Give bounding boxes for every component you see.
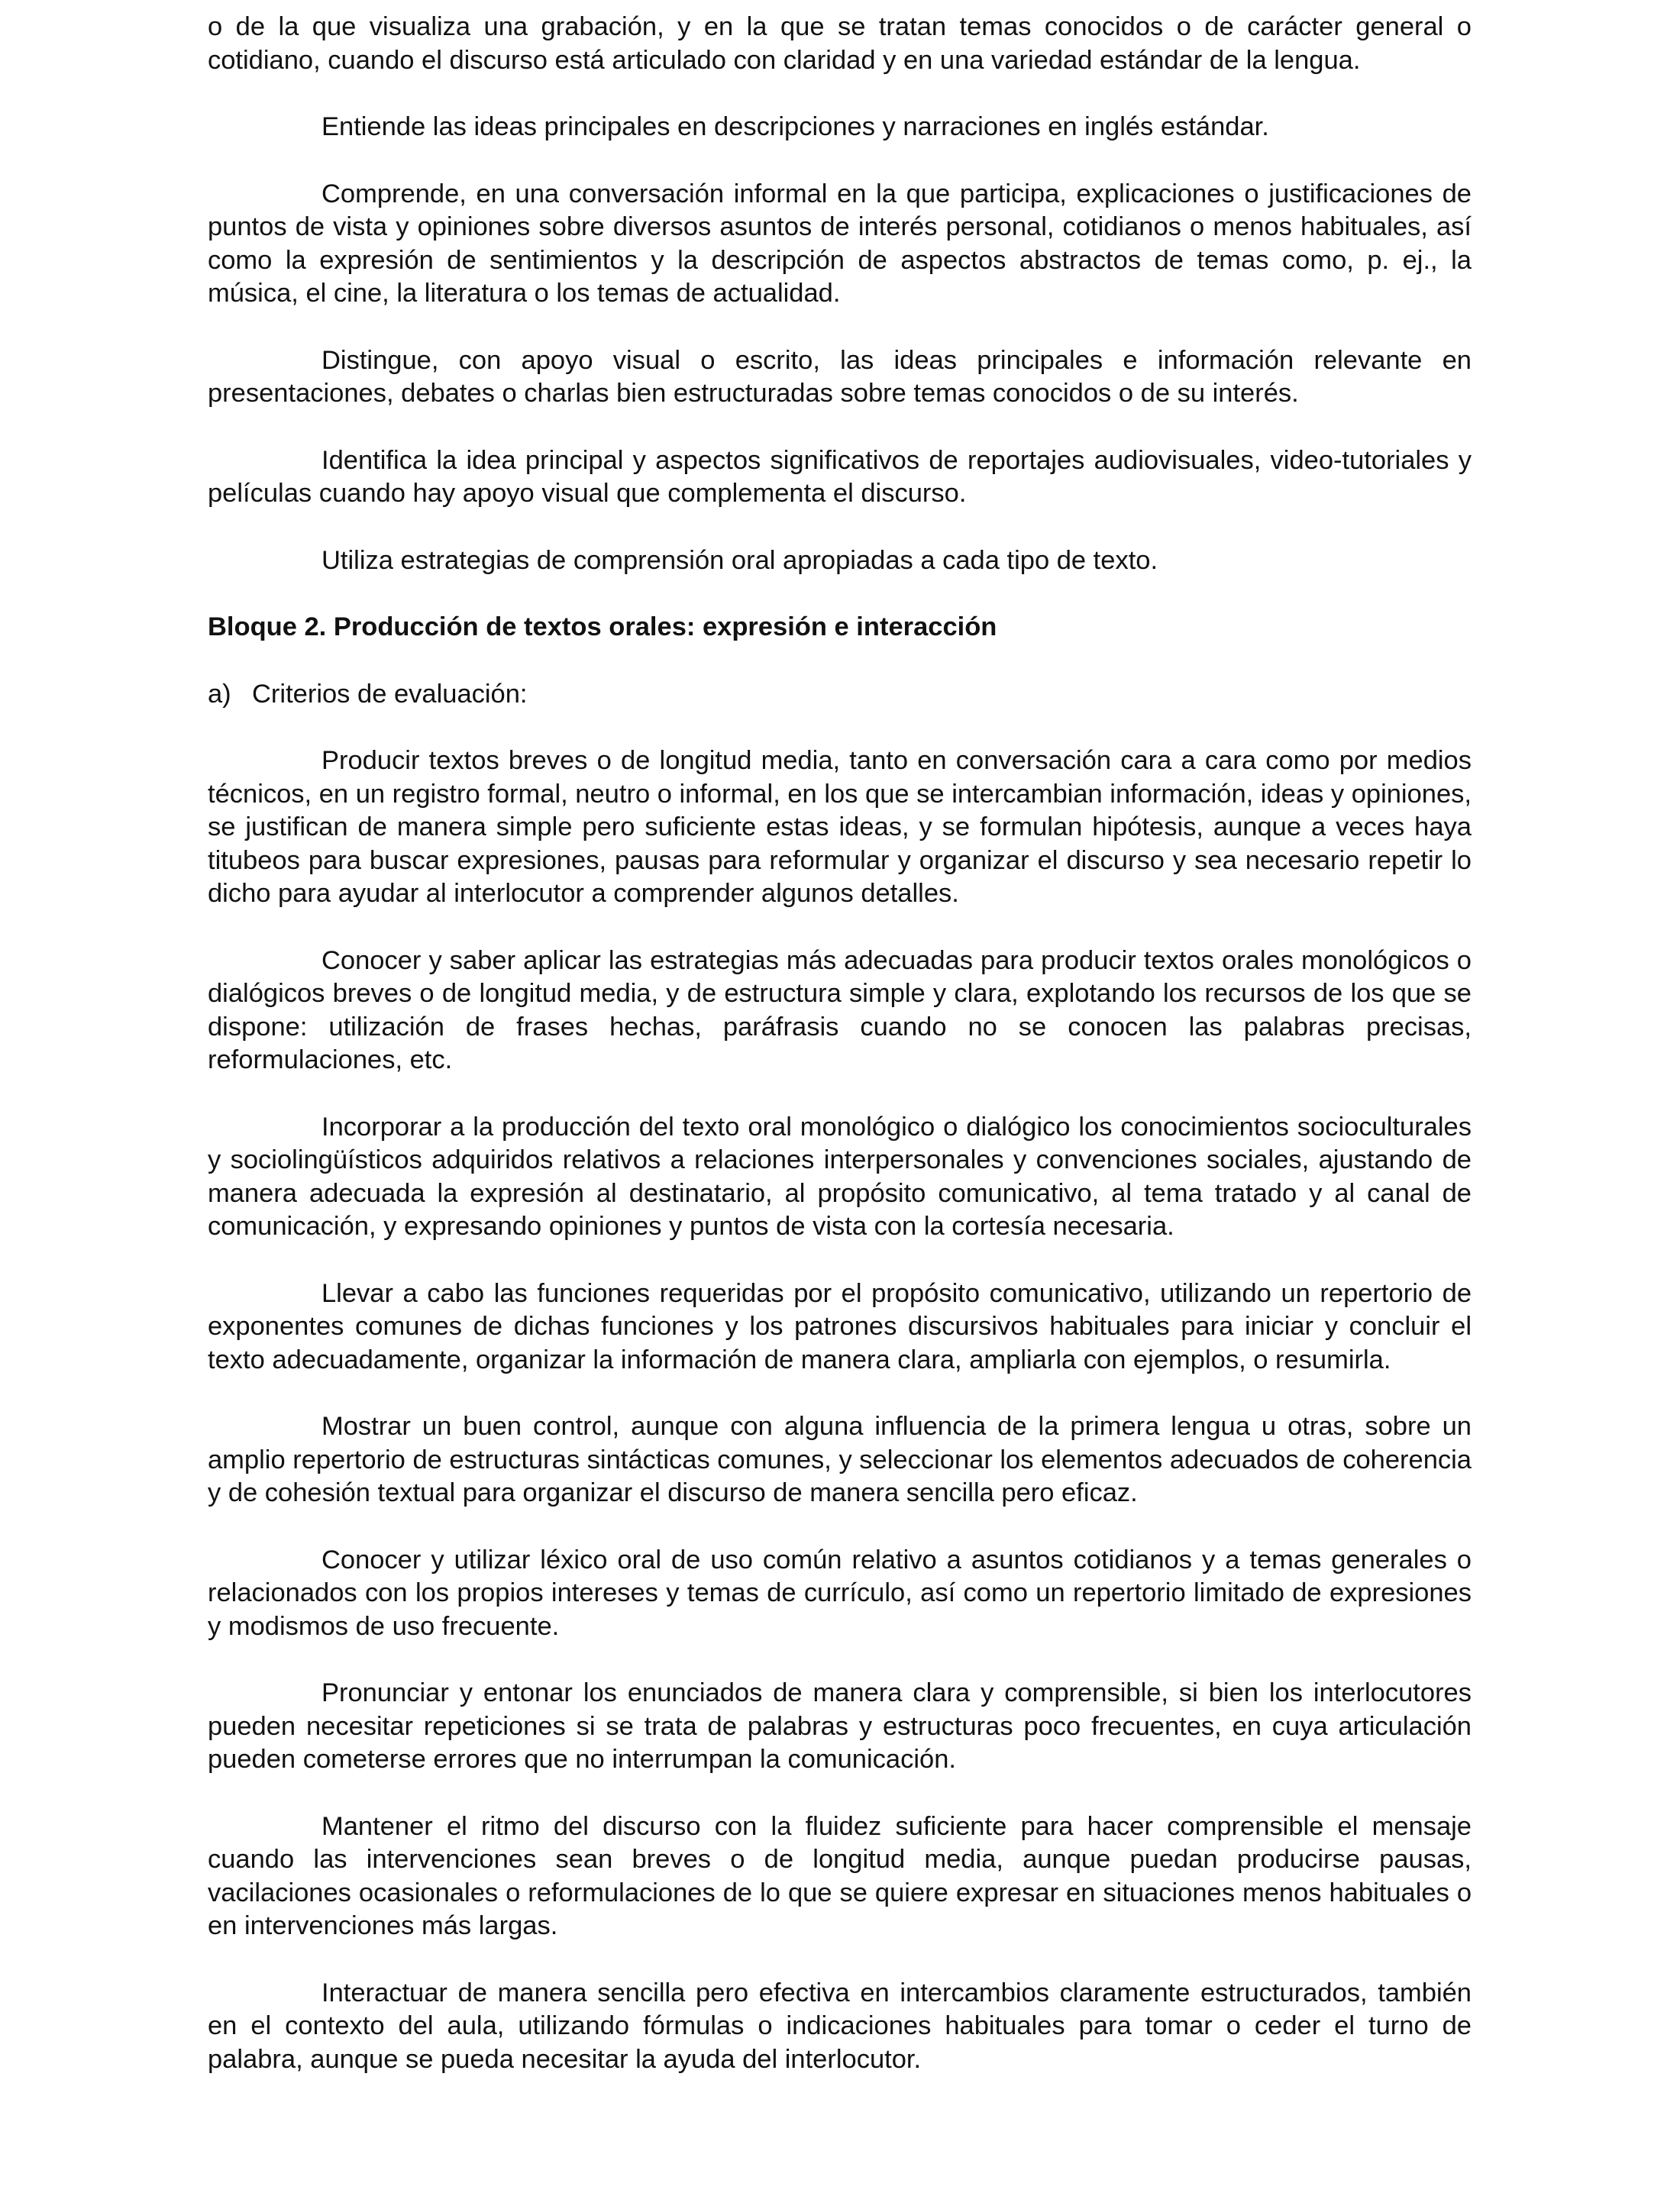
standard-paragraph: Utiliza estrategias de comprensión oral apropiadas a cada tipo de texto. [321,545,1158,575]
standard-paragraph: Identifica la idea principal y aspectos significativos de reportajes audiovisuales, video-tutoriales y películas cuando hay apoyo visual que complementa el discurso. [208,445,1472,508]
list-label-text: Criterios de evaluación: [252,679,528,709]
block-heading: Bloque 2. Producción de textos orales: expresión e interacción [208,612,997,641]
criterion-paragraph: Mostrar un buen control, aunque con alguna influencia de la primera lengua u otras, sobre un amplio repertorio de estructuras sintácticas comunes, y seleccionar los elementos adecuados de coherencia y de cohesión textual para organizar el discurso de manera sencilla pero eficaz. [208,1412,1472,1507]
criteria-label [208,678,1472,712]
criterion-paragraph: Conocer y saber aplicar las estrategias más adecuadas para producir textos orales monológicos o dialógicos breves o de longitud media, y de estructura simple y clara, explotando los recursos de los que se dispone: utilización de frases hechas, paráfrasis cuando no se conocen las palabras precisas, reformulaciones, etc. [208,945,1472,1074]
criterion-paragraph: Interactuar de manera sencilla pero efectiva en intercambios claramente estructurados, también en el contexto del aula, utilizando fórmulas o indicaciones habituales para tomar o ceder el turno de palabra, aunque se pueda necesitar la ayuda del interlocutor. [208,1978,1472,2074]
standard-paragraph: Distingue, con apoyo visual o escrito, las ideas principales e información relevante en presentaciones, debates o charlas bien estructuradas sobre temas conocidos o de su interés. [208,345,1472,408]
standard-paragraph: Comprende, en una conversación informal en la que participa, explicaciones o justificaciones de puntos de vista y opiniones sobre diversos asuntos de interés personal, cotidianos o menos habituales, así como la expresión de sentimientos y la descripción de aspectos abstractos de temas como, p. ej., la música, el cine, la literatura o los temas de actualidad. [208,179,1472,308]
standard-paragraph: Entiende las ideas principales en descripciones y narraciones en inglés estándar. [321,112,1269,141]
list-marker: a) [208,679,231,709]
document-page [208,11,1472,2110]
continuation-paragraph: o de la que visualiza una grabación, y en la que se tratan temas conocidos o de carácter general o cotidiano, cuando el discurso está articulado con claridad y en una variedad estándar de la lengua. [208,12,1472,75]
criterion-paragraph: Producir textos breves o de longitud media, tanto en conversación cara a cara como por medios técnicos, en un registro formal, neutro o informal, en los que se intercambian información, ideas y opiniones, se justifican de manera simple pero suficiente estas ideas, y se formulan hipótesis, aunque a veces haya titubeos para buscar expresiones, pausas para reformular y organizar el discurso y sea necesario repetir lo dicho para ayudar al interlocutor a comprender algunos detalles. [208,746,1472,908]
criterion-paragraph: Pronunciar y entonar los enunciados de manera clara y comprensible, si bien los interlocutores pueden necesitar repeticiones si se trata de palabras y estructuras poco frecuentes, en cuya articulación pueden cometerse errores que no interrumpan la comunicación. [208,1678,1472,1774]
criterion-paragraph: Mantener el ritmo del discurso con la fluidez suficiente para hacer comprensible el mensaje cuando las intervenciones sean breves o de longitud media, aunque puedan producirse pausas, vacilaciones ocasionales o reformulaciones de lo que se quiere expresar en situaciones menos habituales o en intervenciones más largas. [208,1811,1472,1940]
criterion-paragraph: Llevar a cabo las funciones requeridas por el propósito comunicativo, utilizando un repertorio de exponentes comunes de dichas funciones y los patrones discursivos habituales para iniciar y concluir el texto adecuadamente, organizar la información de manera clara, ampliarla con ejemplos, o resumirla. [208,1278,1472,1374]
criterion-paragraph: Incorporar a la producción del texto oral monológico o dialógico los conocimientos socioculturales y sociolingüísticos adquiridos relativos a relaciones interpersonales y convenciones sociales, ajustando de manera adecuada la expresión al destinatario, al propósito comunicativo, al tema tratado y al canal de comunicación, y expresando opiniones y puntos de vista con la cortesía necesaria. [208,1112,1472,1241]
criterion-paragraph: Conocer y utilizar léxico oral de uso común relativo a asuntos cotidianos y a temas generales o relacionados con los propios intereses y temas de currículo, así como un repertorio limitado de expresiones y modismos de uso frecuente. [208,1545,1472,1641]
